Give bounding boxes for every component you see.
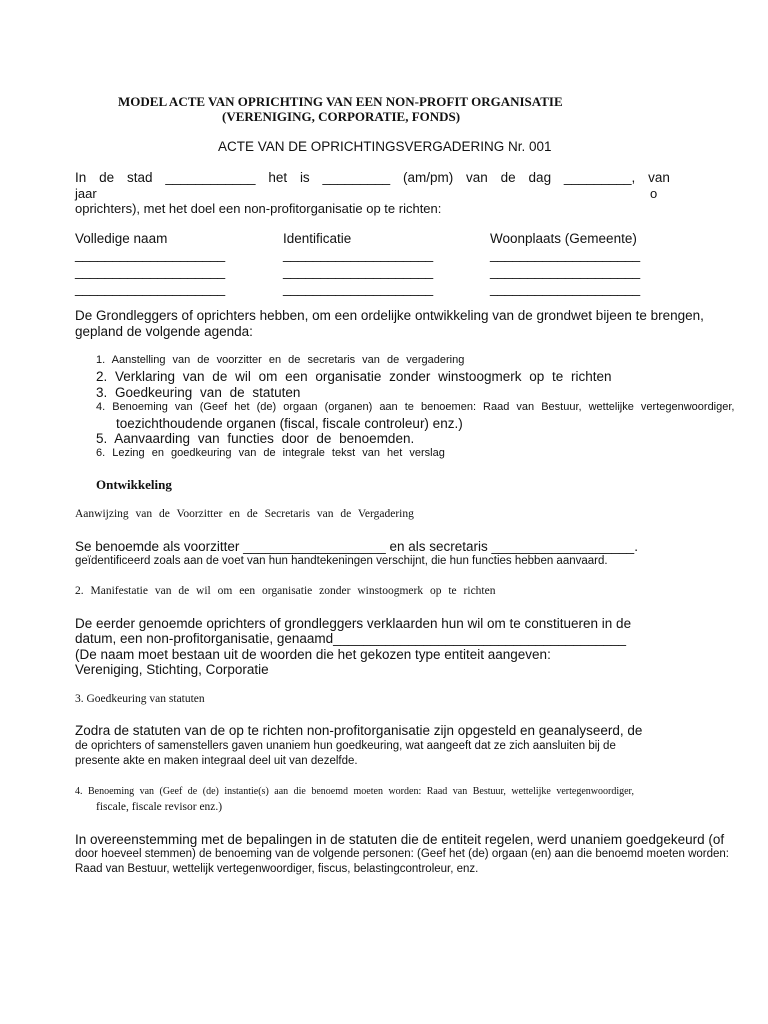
name-blank[interactable]: ____________________: [75, 247, 226, 262]
agenda-intro-line-1: De Grondleggers of oprichters hebben, om een ordelijke ontwikkeling van de grondwet bijeen te brengen,: [75, 308, 704, 323]
name-blank[interactable]: ____________________: [75, 281, 226, 296]
intro-row-1: [75, 170, 670, 185]
intro-row-2-left: jaar: [75, 186, 97, 201]
city-blank[interactable]: ____________: [165, 170, 256, 185]
residence-blank[interactable]: ____________________: [490, 247, 641, 262]
id-blank[interactable]: ____________________: [283, 264, 434, 279]
residence-blank[interactable]: ____________________: [490, 281, 641, 296]
section-3-heading: 3. Goedkeuring van statuten: [75, 693, 205, 705]
agenda-intro-line-2: gepland de volgende agenda:: [75, 324, 253, 339]
document-subtitle: ACTE VAN DE OPRICHTINGSVERGADERING Nr. 001: [218, 139, 552, 154]
header-identification: Identificatie: [283, 231, 352, 246]
section-4-line-3: Raad van Bestuur, wettelijk vertegenwoordiger, fiscus, belastingcontroleur, enz.: [75, 863, 479, 875]
section-4-heading-cont: fiscale, fiscale revisor enz.): [96, 801, 223, 813]
intro-row-2-right: o: [650, 186, 658, 201]
title-line-1: MODEL ACTE VAN OPRICHTING VAN EEN NON-PROFIT ORGANISATIE: [118, 94, 563, 109]
agenda-item-2: 2. Verklaring van de wil om een organisatie zonder winstoogmerk op te richten: [96, 369, 612, 384]
intro-word: stad: [126, 170, 153, 185]
agenda-item-3: 3. Goedkeuring van de statuten: [96, 385, 301, 400]
section-3-line-2: de oprichters of samenstellers gaven unaniem hun goedkeuring, wat aangeeft dat ze zich aansluiten bij de: [75, 740, 616, 752]
id-blank[interactable]: ____________________: [283, 247, 434, 262]
intro-word: het: [268, 170, 288, 185]
section-2-heading: 2. Manifestatie van de wil om een organisatie zonder winstoogmerk op te richten: [75, 585, 496, 597]
section-4-line-2: door hoeveel stemmen) de benoeming van de volgende personen: (Geef het (de) orgaan (en) aan die benoemd moeten worden:: [75, 848, 730, 860]
title-line-2: (VERENIGING, CORPORATIE, FONDS): [222, 109, 461, 124]
agenda-item-4: 4. Benoeming van (Geef het (de) orgaan (organen) aan te benoemen: Raad van Bestuur, wettelijke vertegenwoordiger,: [96, 401, 735, 413]
section-3-line-1: Zodra de statuten van de op te richten non-profitorganisatie zijn opgesteld en geanalyseerd, de: [75, 723, 643, 738]
intro-word: de: [500, 170, 516, 185]
residence-blank[interactable]: ____________________: [490, 264, 641, 279]
id-blank[interactable]: ____________________: [283, 281, 434, 296]
intro-word: de: [99, 170, 115, 185]
name-blank[interactable]: ____________________: [75, 264, 226, 279]
section-1-line-1: Se benoemde als voorzitter ___________________ en als secretaris ___________________.: [75, 539, 638, 554]
agenda-item-6: 6. Lezing en goedkeuring van de integrale tekst van het verslag: [96, 447, 445, 459]
section-1-heading: Aanwijzing van de Voorzitter en de Secretaris van de Vergadering: [75, 508, 414, 520]
section-2-line-4: Vereniging, Stichting, Corporatie: [75, 662, 269, 677]
intro-word: is: [299, 170, 310, 185]
intro-word: In: [75, 170, 87, 185]
agenda-item-4-cont: toezichthoudende organen (fiscal, fiscale controleur) enz.): [116, 416, 463, 431]
section-2-line-2: datum, een non-profitorganisatie, genaamd_______________________________________: [75, 631, 626, 646]
intro-word: dag: [528, 170, 552, 185]
header-residence: Woonplaats (Gemeente): [490, 231, 637, 246]
time-blank[interactable]: _________: [322, 170, 391, 185]
agenda-item-1: 1. Aanstelling van de voorzitter en de secretaris van de vergadering: [96, 354, 465, 366]
intro-word: van: [648, 170, 670, 185]
agenda-item-5: 5. Aanvaarding van functies door de benoemden.: [96, 431, 415, 446]
section-4-line-1: In overeenstemming met de bepalingen in de statuten die de entiteit regelen, werd unaniem goedgekeurd (of: [75, 832, 725, 847]
section-2-line-1: De eerder genoemde oprichters of grondleggers verklaarden hun wil om te constitueren in de: [75, 616, 632, 631]
day-blank[interactable]: _________,: [563, 170, 636, 185]
intro-row-3: oprichters), met het doel een non-profitorganisatie op te richten:: [75, 201, 442, 216]
intro-word: van: [466, 170, 488, 185]
header-full-name: Volledige naam: [75, 231, 168, 246]
section-heading: Ontwikkeling: [96, 477, 172, 492]
intro-word: (am/pm): [402, 170, 454, 185]
section-3-line-3: presente akte en maken integraal deel uit van dezelfde.: [75, 755, 358, 767]
section-4-heading: 4. Benoeming van (Geef de (de) instantie(s) aan die benoemd moeten worden: Raad van Bestuur, wettelijke vertegenwoordiger,: [75, 786, 634, 797]
section-1-line-2: geïdentificeerd zoals aan de voet van hun handtekeningen verschijnt, die hun functies hebben aanvaard.: [75, 555, 608, 567]
section-2-line-3: (De naam moet bestaan uit de woorden die het gekozen type entiteit aangeven:: [75, 647, 551, 662]
